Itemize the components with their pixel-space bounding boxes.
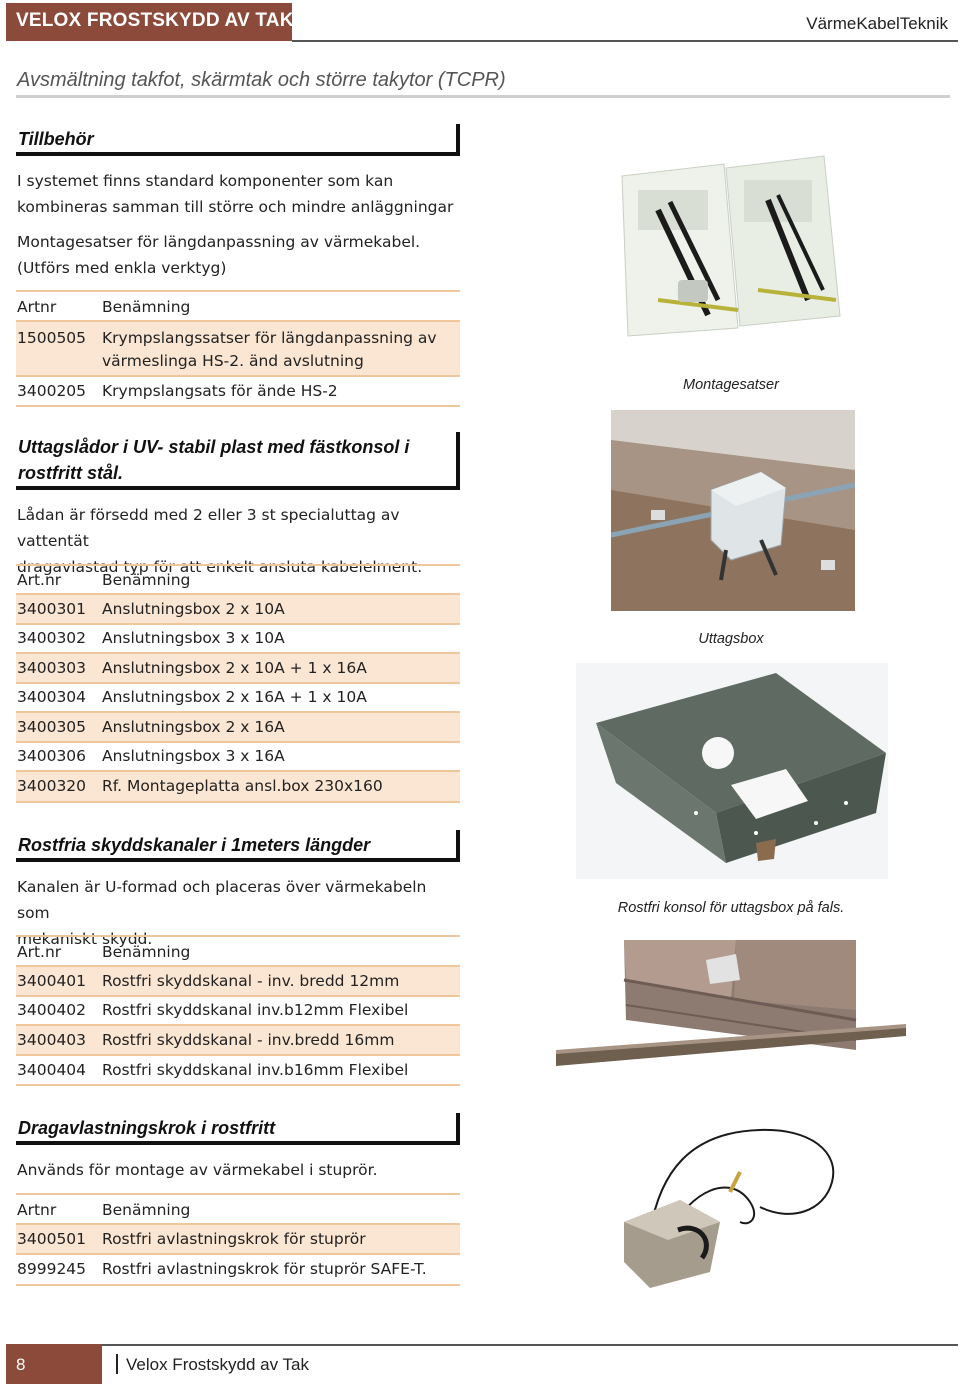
table-row xyxy=(16,684,460,713)
article-number: 3400306 xyxy=(17,747,87,765)
table-row xyxy=(16,654,460,684)
article-name: Rostfri skyddskanal - inv.bredd 16mm xyxy=(102,1031,395,1049)
page-subtitle: Avsmältning takfot, skärmtak och större takytor (TCPR) xyxy=(17,69,506,91)
page-number: 8 xyxy=(16,1355,26,1374)
article-number: 3400501 xyxy=(17,1230,87,1248)
article-name: Anslutningsbox 2 x 16A xyxy=(102,718,285,736)
table-row xyxy=(16,743,460,772)
uttag-table xyxy=(16,564,460,803)
article-name: Anslutningsbox 3 x 10A xyxy=(102,629,285,647)
article-number: 3400402 xyxy=(17,1001,87,1019)
konsol-photo xyxy=(576,663,888,879)
tillbehor-intro-2 xyxy=(17,229,457,281)
article-number: 3400305 xyxy=(17,718,87,736)
table-header-row xyxy=(16,564,460,595)
text-line: Montagesatser för längdanpassning av värmekabel. xyxy=(17,233,421,251)
table-row xyxy=(16,772,460,803)
caption-montagesatser: Montagesatser xyxy=(683,377,779,393)
section-heading-skyddskanaler: Rostfria skyddskanaler i 1meters längder xyxy=(16,830,460,862)
montagesatser-photo xyxy=(618,150,844,342)
text-line: (Utförs med enkla verktyg) xyxy=(17,259,227,277)
table-row xyxy=(16,1255,460,1286)
article-number: 3400404 xyxy=(17,1061,87,1079)
section-heading-uttagslador xyxy=(16,432,460,490)
article-number: 3400401 xyxy=(17,972,87,990)
table-row xyxy=(16,713,460,743)
text-line: kombineras samman till större och mindre anläggningar xyxy=(17,198,454,216)
article-name: Rostfri skyddskanal inv.b16mm Flexibel xyxy=(102,1061,409,1079)
kanaler-table xyxy=(16,935,460,1086)
article-name: Rf. Montageplatta ansl.box 230x160 xyxy=(102,777,383,795)
table-row xyxy=(16,377,460,407)
table-header-row xyxy=(16,290,460,322)
article-number: 3400303 xyxy=(17,659,87,677)
article-name-line: värmeslinga HS-2. änd avslutning xyxy=(102,352,364,370)
text-line: Lådan är försedd med 2 eller 3 st specialuttag av vattentät xyxy=(17,506,400,550)
article-name: Krympslangsats för ände HS-2 xyxy=(102,382,338,400)
article-number: 3400301 xyxy=(17,600,87,618)
subtitle-rule xyxy=(16,95,950,98)
article-name-line: Krympslangssatser för längdanpassning av xyxy=(102,329,437,347)
brand-name: VärmeKabelTeknik xyxy=(806,14,948,33)
heading-line: Uttagslådor i UV- stabil plast med fästkonsol i xyxy=(18,437,410,457)
table-row xyxy=(16,625,460,654)
column-header-artnr: Art.nr xyxy=(17,943,62,961)
article-name: Anslutningsbox 2 x 10A + 1 x 16A xyxy=(102,659,367,677)
article-name: Anslutningsbox 3 x 16A xyxy=(102,747,285,765)
skyddskanal-photo xyxy=(556,940,906,1075)
text-line: Kanalen är U-formad och placeras över värmekabeln som xyxy=(17,878,427,922)
column-header-artnr: Artnr xyxy=(17,1201,57,1219)
header-rule xyxy=(292,40,958,42)
text-line: dragavlastad typ för att enkelt ansluta kabelelment. xyxy=(17,558,423,576)
caption-konsol: Rostfri konsol för uttagsbox på fals. xyxy=(617,900,845,916)
table-header-row xyxy=(16,935,460,967)
footer-title: Velox Frostskydd av Tak xyxy=(126,1355,309,1374)
krok-table xyxy=(16,1193,460,1286)
article-name: Anslutningsbox 2 x 10A xyxy=(102,600,285,618)
article-number: 3400320 xyxy=(17,777,87,795)
text-line: I systemet finns standard komponenter som kan xyxy=(17,172,394,190)
article-number: 8999245 xyxy=(17,1260,87,1278)
table-row xyxy=(16,1225,460,1255)
table-row xyxy=(16,1056,460,1086)
text-line: mekaniskt skydd. xyxy=(17,930,153,948)
table-row xyxy=(16,595,460,625)
table-header-row xyxy=(16,1193,460,1225)
tillbehor-intro xyxy=(17,168,457,220)
caption-uttagsbox: Uttagsbox xyxy=(698,631,764,647)
tillbehor-table xyxy=(16,290,460,407)
article-number: 1500505 xyxy=(17,329,87,347)
column-header-artnr: Artnr xyxy=(17,298,57,316)
document-title: VELOX FROSTSKYDD AV TAK xyxy=(16,10,294,31)
heading-line: rostfritt stål. xyxy=(18,463,124,483)
article-number: 3400302 xyxy=(17,629,87,647)
section-heading-dragavlastningskrok: Dragavlastningskrok i rostfritt xyxy=(16,1113,460,1145)
krok-photo xyxy=(610,1112,855,1296)
article-number: 3400304 xyxy=(17,688,87,706)
article-name: Rostfri skyddskanal - inv. bredd 12mm xyxy=(102,972,400,990)
uttagsbox-photo xyxy=(611,410,855,611)
column-header-benamning: Benämning xyxy=(102,943,191,961)
column-header-benamning: Benämning xyxy=(102,571,191,589)
article-number: 3400205 xyxy=(17,382,87,400)
table-row xyxy=(16,997,460,1026)
article-name: Anslutningsbox 2 x 16A + 1 x 10A xyxy=(102,688,367,706)
table-row xyxy=(16,322,460,377)
article-name: Rostfri avlastningskrok för stuprör SAFE-T. xyxy=(102,1260,427,1278)
section-heading-tillbehor: Tillbehör xyxy=(16,124,460,156)
article-name: Rostfri avlastningskrok för stuprör xyxy=(102,1230,366,1248)
column-header-artnr: Art.nr xyxy=(17,571,62,589)
footer-separator xyxy=(116,1354,118,1374)
column-header-benamning: Benämning xyxy=(102,1201,191,1219)
column-header-benamning: Benämning xyxy=(102,298,191,316)
krok-description: Används för montage av värmekabel i stuprör. xyxy=(17,1161,378,1179)
article-name xyxy=(102,327,460,375)
article-name: Rostfri skyddskanal inv.b12mm Flexibel xyxy=(102,1001,409,1019)
table-row xyxy=(16,967,460,997)
footer-rule xyxy=(102,1344,958,1346)
article-number: 3400403 xyxy=(17,1031,87,1049)
table-row xyxy=(16,1026,460,1056)
